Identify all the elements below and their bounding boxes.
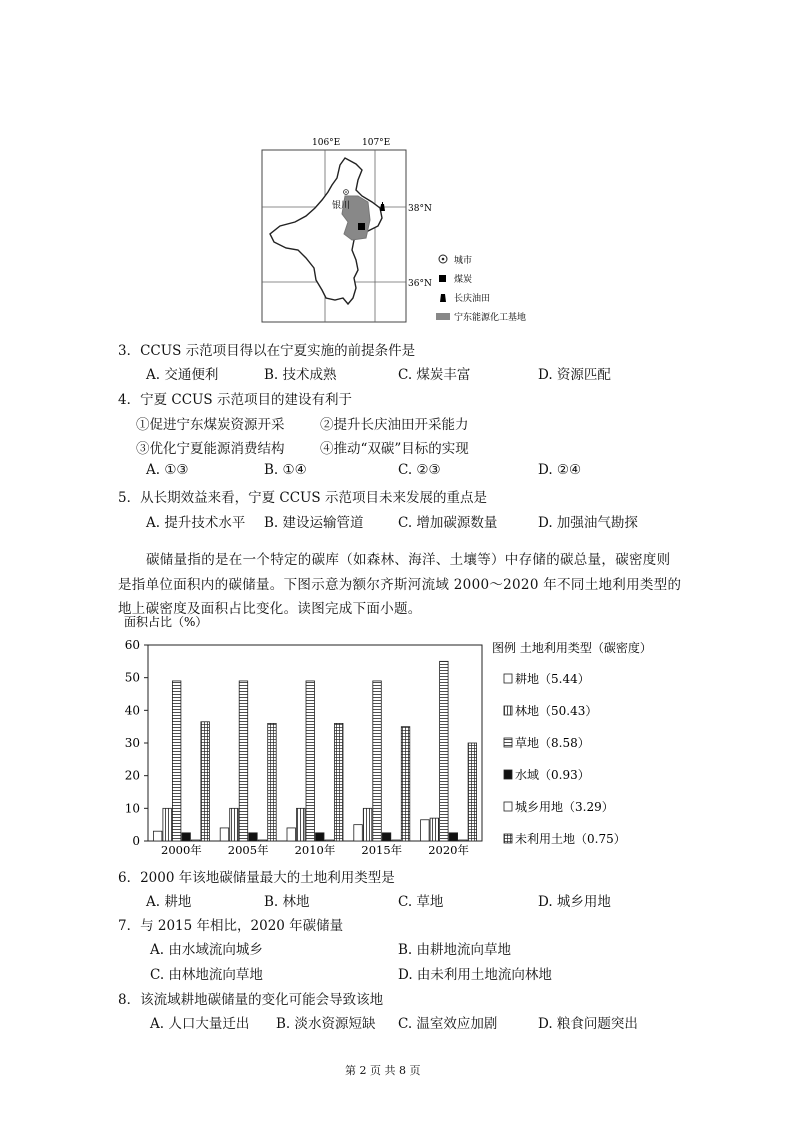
q5-option-b[interactable]: B. 建设运输管道	[264, 515, 364, 531]
q6-option-d[interactable]: D. 城乡用地	[538, 894, 611, 910]
intro-line-1: 碳储量指的是在一个特定的碳库（如森林、海洋、土壤等）中存储的碳总量，碳密度则	[146, 552, 671, 568]
bar-5-0	[201, 722, 210, 841]
q5-option-c[interactable]: C. 增加碳源数量	[398, 515, 498, 531]
page-footer: 第 2 页 共 8 页	[345, 1064, 421, 1077]
bar-4-3	[392, 840, 401, 841]
q3-option-d[interactable]: D. 资源匹配	[538, 367, 611, 383]
x-tick-label-4: 2020年	[428, 843, 469, 857]
legend-swatch-1	[504, 706, 512, 715]
legend-coal: 煤炭	[454, 275, 473, 285]
lon-label-107: 107°E	[362, 138, 391, 148]
bar-5-4	[468, 743, 477, 841]
y-tick-label-40: 40	[124, 703, 140, 718]
city-label: 银川	[332, 201, 351, 211]
bar-1-1	[230, 808, 239, 841]
q5-option-d[interactable]: D. 加强油气勘探	[538, 515, 638, 531]
legend-swatch-3	[504, 770, 512, 779]
legend-label-5: 未利用土地（0.75）	[515, 832, 626, 846]
y-tick-label-10: 10	[124, 801, 140, 816]
legend-city: 城市	[454, 256, 473, 266]
q7-option-c[interactable]: C. 由林地流向草地	[150, 967, 263, 983]
bar-0-0	[153, 831, 162, 841]
bar-5-2	[335, 723, 344, 841]
q5-option-a[interactable]: A. 提升技术水平	[146, 515, 246, 531]
q4-item-2: ②提升长庆油田开采能力	[320, 417, 469, 433]
lat-label-38: 38°N	[408, 204, 432, 214]
legend-title: 图例 土地利用类型（碳密度）	[492, 641, 652, 655]
q8-option-a[interactable]: A. 人口大量迁出	[150, 1016, 250, 1032]
q8-option-d[interactable]: D. 粮食问题突出	[538, 1016, 638, 1032]
bar-4-0	[191, 840, 200, 841]
bar-2-3	[373, 681, 382, 841]
y-tick-label-0: 0	[132, 834, 140, 848]
q4-item-1: ①促进宁东煤炭资源开采	[136, 417, 285, 433]
bar-3-0	[182, 833, 191, 841]
q6-option-a[interactable]: A. 耕地	[146, 894, 192, 910]
bar-5-1	[268, 723, 277, 841]
legend-label-3: 水域（0.93）	[515, 768, 590, 782]
bar-1-2	[297, 808, 306, 841]
x-tick-label-0: 2000年	[161, 843, 202, 857]
q4-item-3: ③优化宁夏能源消费结构	[136, 441, 285, 457]
intro-line-3: 地上碳密度及面积占比变化。读图完成下面小题。	[118, 601, 422, 617]
ningxia-map	[240, 130, 570, 330]
y-tick-label-50: 50	[124, 670, 140, 685]
q8-option-c[interactable]: C. 温室效应加剧	[398, 1016, 498, 1032]
bar-0-1	[220, 828, 229, 841]
bar-2-0	[172, 681, 181, 841]
bar-3-3	[382, 833, 391, 841]
bar-4-4	[459, 840, 468, 841]
intro-line-2: 是指单位面积内的碳储量。下图示意为额尔齐斯河流域 2000～2020 年不同土地利用类型的	[118, 577, 682, 593]
legend-swatch-5	[504, 834, 512, 843]
q7-option-a[interactable]: A. 由水域流向城乡	[150, 942, 263, 958]
legend-swatch-2	[504, 738, 512, 747]
q7-option-d[interactable]: D. 由未利用土地流向林地	[398, 967, 552, 983]
plot-frame	[148, 645, 482, 841]
bar-5-3	[401, 727, 410, 841]
y-tick-label-60: 60	[124, 638, 140, 652]
bar-3-4	[449, 833, 458, 841]
lat-label-36: 36°N	[408, 279, 432, 289]
bar-3-1	[249, 833, 258, 841]
legend-energy-base: 宁东能源化工基地	[454, 313, 527, 323]
q3-option-c[interactable]: C. 煤炭丰富	[398, 367, 471, 383]
y-tick-label-20: 20	[124, 768, 140, 783]
bar-2-4	[440, 661, 449, 841]
bar-2-1	[239, 681, 248, 841]
legend-swatch-4	[504, 802, 512, 811]
bar-1-4	[430, 818, 439, 841]
q6-option-b[interactable]: B. 林地	[264, 894, 310, 910]
land-use-bar-chart	[110, 612, 690, 862]
bar-0-4	[421, 820, 430, 841]
q5-stem: 5．从长期效益来看，宁夏 CCUS 示范项目未来发展的重点是	[118, 490, 487, 506]
q4-option-d[interactable]: D. ②④	[538, 462, 582, 478]
q8-stem: 8．该流域耕地碳储量的变化可能会导致该地	[118, 992, 384, 1008]
bar-4-2	[325, 840, 334, 841]
q7-option-b[interactable]: B. 由耕地流向草地	[398, 942, 512, 958]
x-tick-label-2: 2010年	[294, 843, 336, 857]
map-legend	[436, 254, 526, 323]
bar-1-3	[363, 808, 372, 841]
q6-stem: 6．2000 年该地碳储量最大的土地利用类型是	[118, 870, 395, 886]
legend-label-4: 城乡用地（3.29）	[515, 800, 614, 814]
x-tick-label-3: 2015年	[361, 843, 403, 857]
q3-option-b[interactable]: B. 技术成熟	[264, 367, 337, 383]
q7-stem: 7．与 2015 年相比，2020 年碳储量	[118, 918, 344, 934]
legend-label-1: 林地（50.43）	[515, 704, 598, 718]
q3-stem: 3．CCUS 示范项目得以在宁夏实施的前提条件是	[118, 343, 416, 359]
y-axis-label: 面积占比（%）	[124, 615, 208, 629]
lon-label-106: 106°E	[312, 138, 341, 148]
q4-stem: 4．宁夏 CCUS 示范项目的建设有利于	[118, 392, 352, 408]
city-marker-dot	[345, 191, 347, 193]
q3-option-a[interactable]: A. 交通便利	[146, 367, 219, 383]
bar-0-3	[354, 825, 363, 841]
x-tick-label-1: 2005年	[227, 843, 269, 857]
oil-field-marker	[380, 202, 385, 211]
coal-marker	[358, 223, 365, 230]
bar-3-2	[316, 833, 325, 841]
bar-1-0	[163, 808, 172, 841]
q4-option-b[interactable]: B. ①④	[264, 462, 307, 478]
legend-label-0: 耕地（5.44）	[515, 672, 590, 686]
legend-label-2: 草地（8.58）	[515, 736, 590, 750]
bar-0-2	[287, 828, 296, 841]
legend-swatch-0	[504, 674, 512, 683]
legend-oil: 长庆油田	[454, 294, 491, 304]
q4-option-c[interactable]: C. ②③	[398, 462, 441, 478]
y-tick-label-30: 30	[124, 736, 140, 750]
q8-option-b[interactable]: B. 淡水资源短缺	[276, 1016, 376, 1032]
bar-4-1	[258, 840, 267, 841]
q4-option-a[interactable]: A. ①③	[146, 462, 189, 478]
q4-item-4: ④推动“双碳”目标的实现	[320, 441, 469, 457]
bar-2-2	[306, 681, 315, 841]
q6-option-c[interactable]: C. 草地	[398, 894, 444, 910]
